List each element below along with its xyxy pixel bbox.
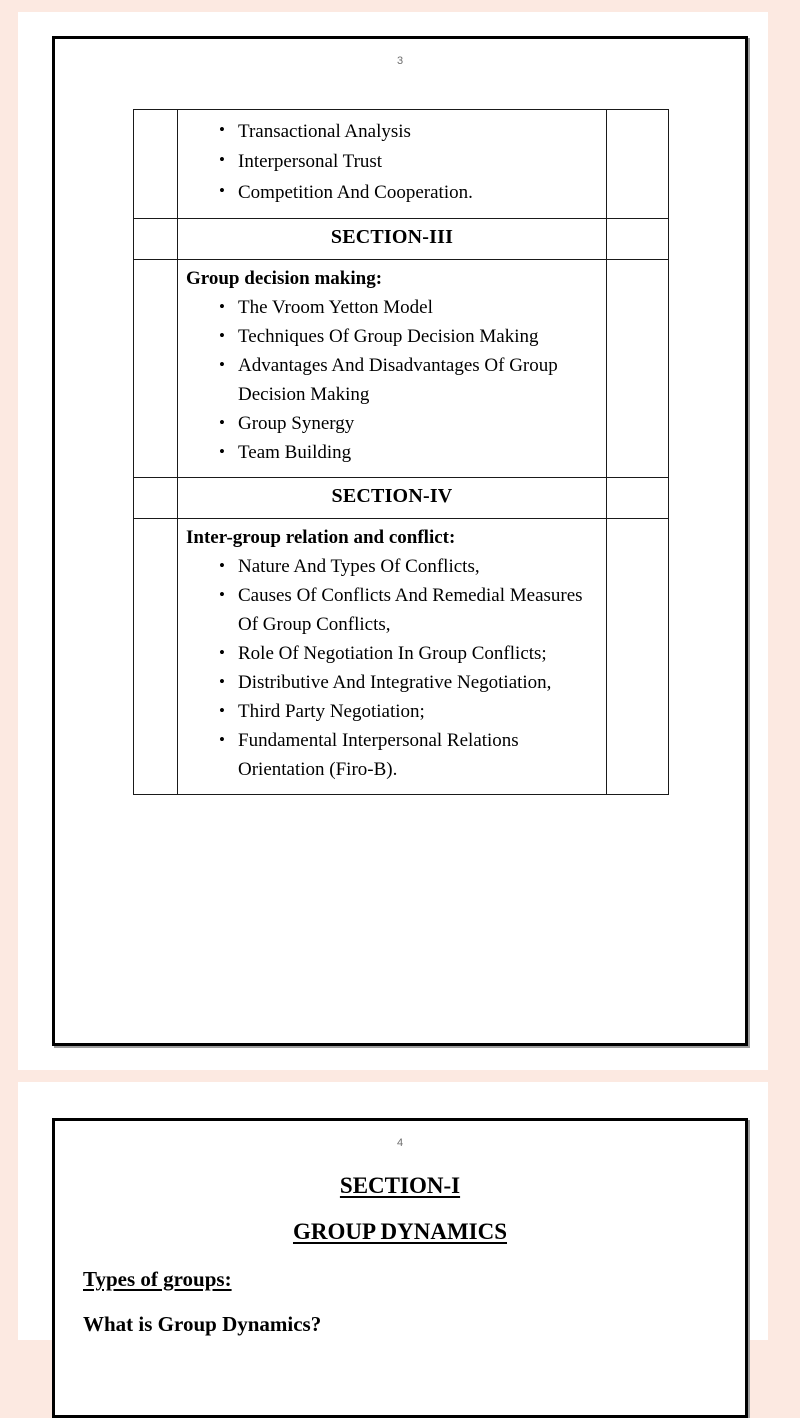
list-item: • Causes Of Conflicts And Remedial Measures Of Group Conflicts, [186, 582, 598, 640]
list-item: • Nature And Types Of Conflicts, [186, 553, 598, 582]
list-item: • Third Party Negotiation; [186, 698, 598, 727]
table-cell-left-spacer [134, 478, 178, 519]
page-frame-1 [52, 36, 748, 1046]
list-item: • Advantages And Disadvantages Of Group Decision Making [186, 352, 598, 410]
block-heading-group-decision-making: Group decision making: [186, 268, 383, 290]
table-cell-content [178, 519, 607, 795]
page-frame-2 [52, 1118, 748, 1418]
table-row [134, 260, 669, 478]
section-label-iv: SECTION-IV [331, 485, 453, 508]
table-cell-left-spacer [134, 110, 178, 219]
list-item: • Distributive And Integrative Negotiation, [186, 669, 598, 698]
table-row [134, 519, 669, 795]
table-row [134, 219, 669, 260]
list-item: • Transactional Analysis [186, 117, 598, 147]
page-sheet-2 [18, 1082, 768, 1340]
list-item: • The Vroom Yetton Model [186, 294, 598, 323]
table-cell-section-band [178, 219, 607, 260]
heading-types-of-groups: Types of groups: [83, 1267, 232, 1291]
table-cell-left-spacer [134, 219, 178, 260]
table-cell-right-spacer [607, 260, 669, 478]
topic-list [186, 553, 598, 784]
list-item: • Interpersonal Trust [186, 147, 598, 177]
page-number-2: 4 [396, 1137, 404, 1149]
topic-list [186, 294, 598, 467]
table-cell-section-band [178, 478, 607, 519]
section-label-iii: SECTION-III [330, 226, 454, 249]
table-cell-right-spacer [607, 219, 669, 260]
table-row [134, 110, 669, 219]
syllabus-table [133, 109, 669, 795]
section-title-i: SECTION-I [339, 1173, 461, 1198]
table-cell-right-spacer [607, 478, 669, 519]
heading-what-is-group-dynamics: What is Group Dynamics? [83, 1312, 322, 1336]
block-heading-inter-group-relation: Inter-group relation and conflict: [186, 527, 456, 549]
page-number-1: 3 [396, 55, 404, 67]
table-cell-content [178, 110, 607, 219]
list-item: • Competition And Cooperation. [186, 178, 598, 208]
table-cell-left-spacer [134, 260, 178, 478]
list-item: • Team Building [186, 439, 598, 468]
list-item: • Role Of Negotiation In Group Conflicts; [186, 640, 598, 669]
table-row [134, 478, 669, 519]
table-cell-content [178, 260, 607, 478]
table-cell-right-spacer [607, 110, 669, 219]
list-item: • Techniques Of Group Decision Making [186, 323, 598, 352]
page-sheet-1 [18, 12, 768, 1070]
table-cell-left-spacer [134, 519, 178, 795]
table-cell-right-spacer [607, 519, 669, 795]
list-item: • Fundamental Interpersonal Relations Orientation (Firo-B). [186, 727, 598, 785]
subject-title-group-dynamics: GROUP DYNAMICS [292, 1219, 508, 1244]
list-item: • Group Synergy [186, 410, 598, 439]
topic-list [186, 117, 598, 208]
